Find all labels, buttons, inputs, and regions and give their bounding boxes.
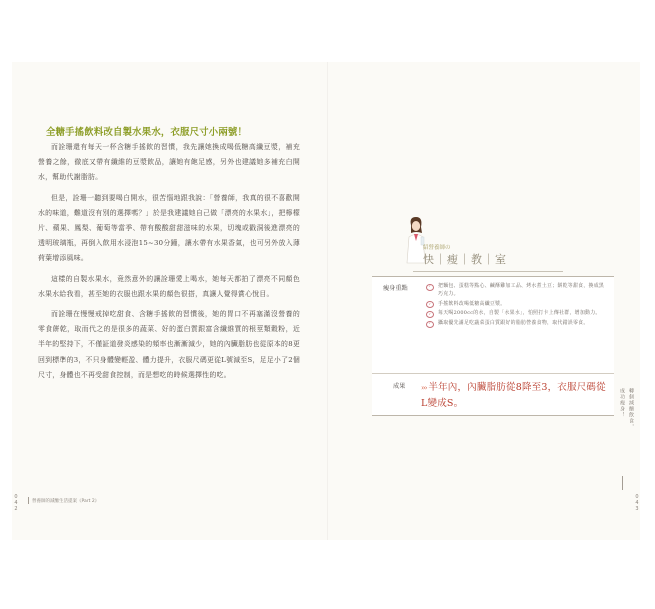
check-icon: ✓ [426, 311, 434, 318]
page-number-right [632, 494, 642, 512]
page-digit: 4 [14, 500, 18, 506]
list-item-text: 手搖飲料改喝低糖高纖豆漿。 [438, 300, 506, 307]
list-item-text: 攝取優先滿足吃蔬菜蛋白質跟好的脂肪營養食物，取代錯誤零食。 [438, 320, 589, 327]
check-icon: ✓ [426, 284, 434, 291]
page-digit: 0 [14, 494, 18, 500]
page-digit: 3 [635, 506, 639, 512]
banner-title: 快｜瘦｜教｜室 [423, 253, 507, 266]
paragraph-4: 而詮珊在慢慢戒掉吃甜食、含糖手搖飲的習慣後，她的胃口不再塞滿沒營養的零食餅乾，取而代之的是很多的蔬菜、好的蛋白質跟富含纖維質的根莖類穀粉，近半年的堅持下，不僅証道發炎感染的頻率也漸漸減少，她的內臟脂肪也從原本的8更回到標準的3，不只身體變輕盈、體力提升，衣服尺碼更從L號減至S，足足小了2個尺寸，身體也不再受甜食控制，而是想吃的時候選擇性的吃。 [38, 310, 300, 379]
list-item [426, 319, 606, 328]
list-item [426, 300, 606, 309]
body-text [38, 140, 300, 388]
check-icon: ✓ [426, 301, 434, 308]
page-digit: 0 [635, 494, 639, 500]
page-digit: 4 [635, 500, 639, 506]
list-item [426, 309, 606, 318]
banner-subtitle: 紹營養師の [423, 245, 451, 251]
key-points-list [426, 282, 606, 329]
key-points-label: 瘦身重點 [383, 285, 408, 292]
arrows-icon: ››› [421, 384, 427, 392]
paragraph-3: 這樣的自製水果水，竟然意外的讓詮珊愛上喝水，她每天都拍了漂亮不同顏色水果水給我看，甚至她的衣服也跟水果的顏色很搭，真讓人覺得賞心悅目。 [38, 274, 300, 298]
side-tab-line-2: 成功瘦身！ [619, 388, 625, 418]
result-text [421, 380, 611, 411]
running-head [28, 497, 99, 504]
chapter-side-tab [617, 388, 637, 493]
side-tab-line-1: 轉個減醣飲食， [628, 388, 634, 430]
paragraph-2: 但是，詮珊一聽到要喝白開水，很苦惱地跟我說：「營養師，我真的很不喜歡開水的味道，難道沒有別的選擇嗎？」於是我建議她自己做「漂亮的水果水」，把檸檬片、蘋果、鳳梨、葡萄等當季、帶有酸酸甜甜滋味的水果，切塊或戳洞後進漂亮的透明玻璃瓶，再倒入飲用水浸泡15~30分鐘，讓水帶有水果香氣，也可另外放入薄荷葉增添風味。 [38, 193, 300, 263]
page-digit: 2 [14, 506, 18, 512]
list-item-text: 每天喝2000cc的水，自製「水果水」，怕照打卡上傳社群，增加動力。 [438, 310, 601, 317]
list-item [426, 282, 606, 299]
check-icon: ✓ [426, 321, 434, 328]
divider-bar [28, 497, 29, 504]
result-value: 半年內，內臟脂肪從8降至3，衣服尺碼從L變成S。 [421, 382, 606, 409]
result-label: 成果 [393, 383, 406, 390]
list-item-text: 把麵包、蛋糕等點心、鹹酥雞加工品、烤水煮土豆；餅乾等甜食，換成黑巧克力。 [438, 283, 605, 298]
book-gutter [327, 62, 328, 540]
page-number-left [11, 494, 21, 512]
section-heading: 全糖手搖飲料改自製水果水，衣服尺寸小兩號！ [46, 127, 248, 138]
paragraph-1: 而詮珊還有每天一杯含糖手搖飲的習慣，我先讓她換成喝低糖高纖豆漿，補充營養之餘，徹底又帶有纖維的豆漿飲品，讓她有飽足感，另外也建議她多補充白開水，幫助代謝脂肪。 [38, 143, 300, 182]
side-tab-rule [622, 476, 623, 490]
running-head-text: 營養師的減醣生活提案《Part 2》 [32, 498, 100, 504]
table-row-divider [372, 373, 614, 374]
